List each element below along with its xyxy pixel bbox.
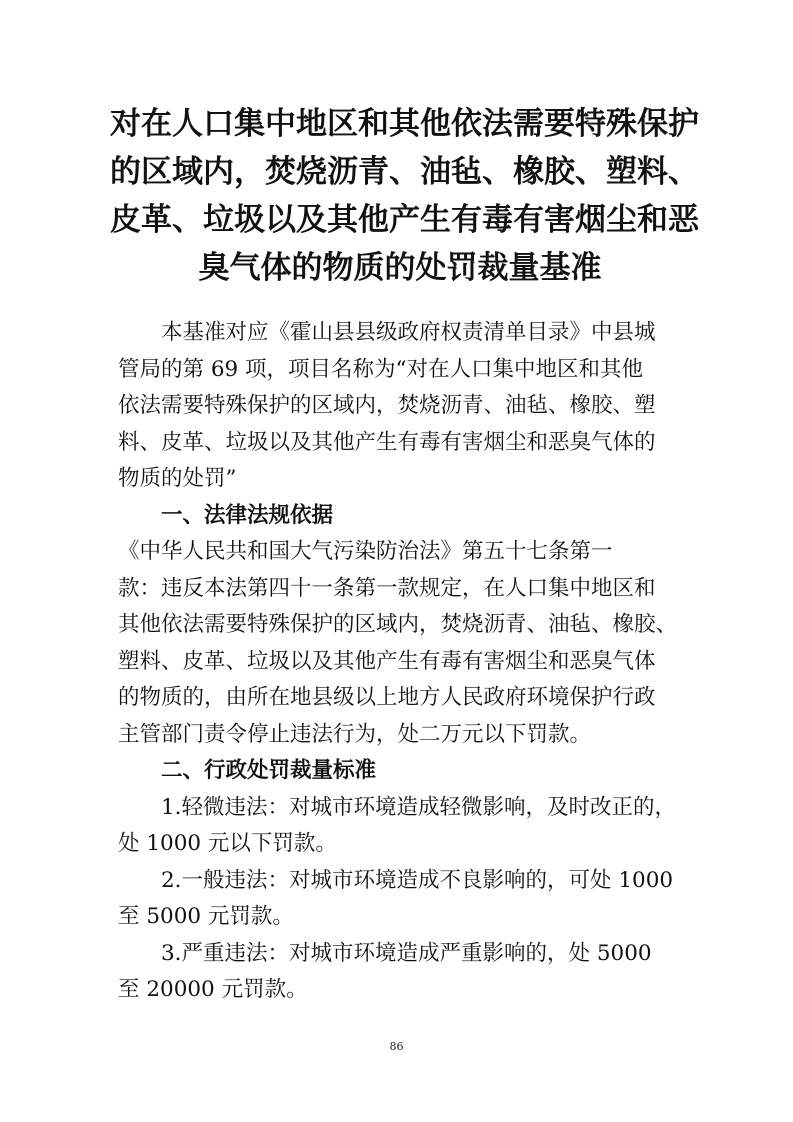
page-number: 86 <box>389 1040 404 1053</box>
penalty-standard-line: 2.一般违法：对城市环境造成不良影响的，可处 1000 <box>161 867 674 893</box>
legal-basis-line: 其他依法需要特殊保护的区域内，焚烧沥青、油毡、橡胶、 <box>118 612 678 637</box>
document-title <box>110 100 699 292</box>
title-line-3: 皮革、垃圾以及其他产生有毒有害烟尘和恶 <box>110 202 699 238</box>
legal-basis-line: 塑料、皮革、垃圾以及其他产生有毒有害烟尘和恶臭气体 <box>118 648 656 674</box>
penalty-standard-line: 3.严重违法：对城市环境造成严重影响的，处 5000 <box>161 940 652 966</box>
intro-line: 本基准对应《霍山县县级政府权责清单目录》中县城 <box>161 320 656 345</box>
title-line-1: 对在人口集中地区和其他依法需要特殊保护 <box>110 106 699 142</box>
penalty-standard-line: 1.轻微违法：对城市环境造成轻微影响，及时改正的， <box>161 794 677 820</box>
penalty-standard-line: 至 20000 元罚款。 <box>118 977 308 1002</box>
legal-basis-line: 主管部门责令停止违法行为，处二万元以下罚款。 <box>118 721 592 747</box>
intro-line: 料、皮革、垃圾以及其他产生有毒有害烟尘和恶臭气体的 <box>118 429 656 455</box>
legal-basis-line: 《中华人民共和国大气污染防治法》第五十七条第一 <box>118 539 613 564</box>
intro-line: 管局的第 69 项，项目名称为“对在人口集中地区和其他 <box>118 356 644 382</box>
title-line-2: 的区域内，焚烧沥青、油毡、橡胶、塑料、 <box>110 154 699 190</box>
intro-line: 依法需要特殊保护的区域内，焚烧沥青、油毡、橡胶、塑 <box>118 393 656 418</box>
section-heading-penalty-standard: 二、行政处罚裁量标准 <box>161 758 377 783</box>
legal-basis-line: 的物质的，由所在地县级以上地方人民政府环境保护行政 <box>118 685 656 710</box>
penalty-standard-line: 至 5000 元罚款。 <box>118 904 294 929</box>
title-line-4: 臭气体的物质的处罚裁量基准 <box>198 250 602 286</box>
legal-basis-line: 款：违反本法第四十一条第一款规定，在人口集中地区和 <box>118 575 656 601</box>
document-body <box>118 315 678 1009</box>
penalty-standard-line: 处 1000 元以下罚款。 <box>118 831 337 856</box>
intro-line: 物质的处罚” <box>118 466 237 491</box>
section-heading-legal-basis: 一、法律法规依据 <box>161 502 334 528</box>
